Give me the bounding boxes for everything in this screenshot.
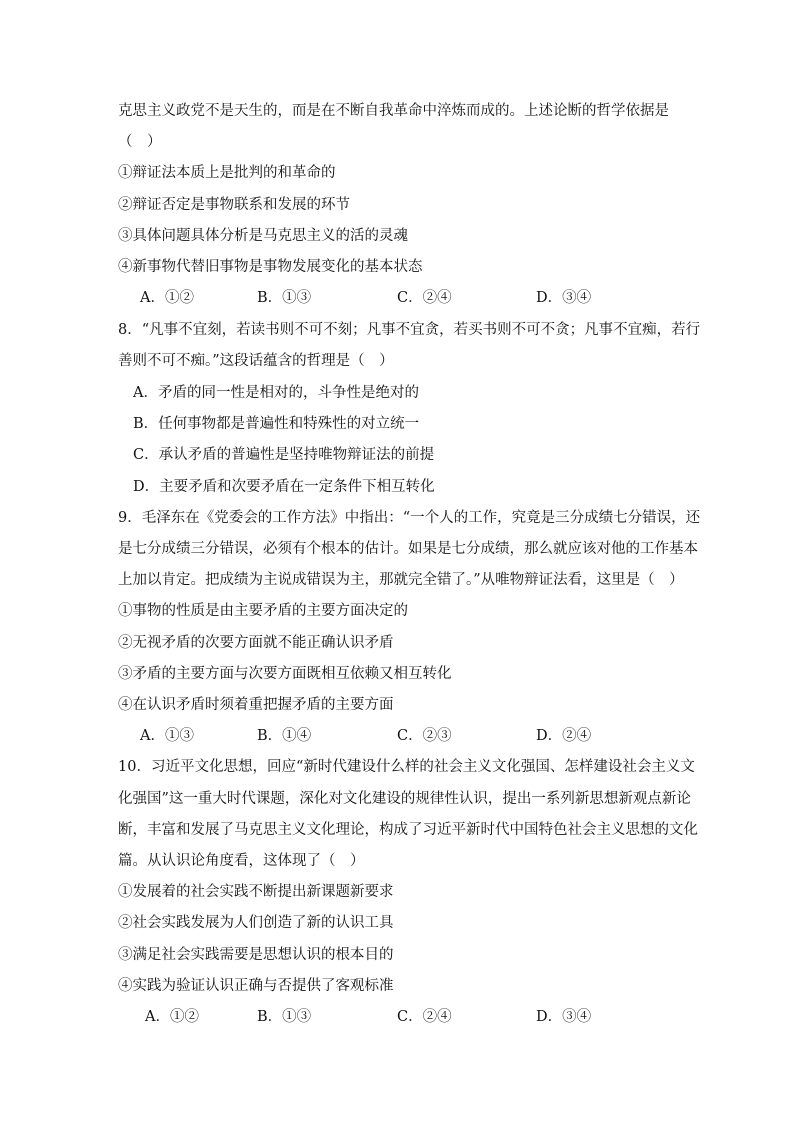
- option-d[interactable]: D．②④: [536, 728, 592, 744]
- question-10-stem-line: 篇。从认识论角度看，这体现了（ ）: [118, 853, 365, 869]
- question-9-statement: ①事物的性质是由主要矛盾的主要方面决定的: [118, 603, 408, 619]
- question-10-statement: ④实践为验证认识正确与否提供了客观标准: [118, 978, 394, 994]
- question-9-stem-line: 上加以肯定。把成绩为主说成错误为主，那就完全错了。”从唯物辩证法看，这里是（ ）: [118, 572, 684, 588]
- question-8-stem-line: 8．“凡事不宜刻，若读书则不可不刻；凡事不宜贪，若买书则不可不贪；凡事不宜痴，若行: [118, 322, 701, 338]
- question-7-statement: ③具体问题具体分析是马克思主义的活的灵魂: [118, 228, 408, 244]
- question-9-stem-line: 9．毛泽东在《党委会的工作方法》中指出：“一个人的工作，究竟是三分成绩七分错误，还: [118, 510, 701, 526]
- option-d[interactable]: D．③④: [536, 290, 592, 306]
- option-c[interactable]: C．②④: [397, 290, 452, 306]
- question-8-choice-b[interactable]: B．任何事物都是普遍性和特殊性的对立统一: [133, 416, 420, 432]
- question-9-statement: ②无视矛盾的次要方面就不能正确认识矛盾: [118, 635, 394, 651]
- option-c[interactable]: C．②③: [397, 728, 452, 744]
- question-8-choice-d[interactable]: D．主要矛盾和次要矛盾在一定条件下相互转化: [133, 479, 435, 495]
- question-10-stem-line: 10．习近平文化思想，回应“新时代建设什么样的社会主义文化强国、怎样建设社会主义文: [118, 759, 695, 775]
- option-b[interactable]: B．①③: [257, 1009, 312, 1025]
- question-7-statement: ①辩证法本质上是批判的和革命的: [118, 165, 336, 181]
- question-8-stem-line: 善则不可不痴。”这段话蕴含的哲理是（ ）: [118, 353, 394, 369]
- question-7-stem-line: 克思主义政党不是天生的，而是在不断自我革命中淬炼而成的。上述论断的哲学依据是: [118, 103, 669, 119]
- question-8-choice-c[interactable]: C．承认矛盾的普遍性是坚持唯物辩证法的前提: [133, 447, 435, 463]
- option-a[interactable]: A．①②: [140, 290, 194, 306]
- question-10-statement: ③满足社会实践需要是思想认识的根本目的: [118, 947, 394, 963]
- question-8-choice-a[interactable]: A．矛盾的同一性是相对的，斗争性是绝对的: [133, 385, 419, 401]
- question-7-stem-line: （ ）: [118, 134, 162, 150]
- question-9-statement: ④在认识矛盾时须着重把握矛盾的主要方面: [118, 697, 394, 713]
- question-7-statement: ②辩证否定是事物联系和发展的环节: [118, 197, 350, 213]
- question-9-statement: ③矛盾的主要方面与次要方面既相互依赖又相互转化: [118, 666, 452, 682]
- question-10-stem-line: 断，丰富和发展了马克思主义文化理论，构成了习近平新时代中国特色社会主义思想的文化: [118, 822, 698, 838]
- option-a[interactable]: A．①②: [145, 1009, 199, 1025]
- option-b[interactable]: B．①④: [257, 728, 312, 744]
- option-a[interactable]: A．①③: [140, 728, 194, 744]
- option-b[interactable]: B．①③: [257, 290, 312, 306]
- question-9-stem-line: 是七分成绩三分错误，必须有个根本的估计。如果是七分成绩，那么就应该对他的工作基本: [118, 541, 698, 557]
- question-10-stem-line: 化强国”这一重大时代课题，深化对文化建设的规律性认识，提出一系列新思想新观点新论: [118, 791, 691, 807]
- option-d[interactable]: D．③④: [536, 1009, 592, 1025]
- question-10-statement: ②社会实践发展为人们创造了新的认识工具: [118, 915, 394, 931]
- option-c[interactable]: C．②④: [397, 1009, 452, 1025]
- question-7-statement: ④新事物代替旧事物是事物发展变化的基本状态: [118, 259, 423, 275]
- question-10-statement: ①发展着的社会实践不断提出新课题新要求: [118, 884, 394, 900]
